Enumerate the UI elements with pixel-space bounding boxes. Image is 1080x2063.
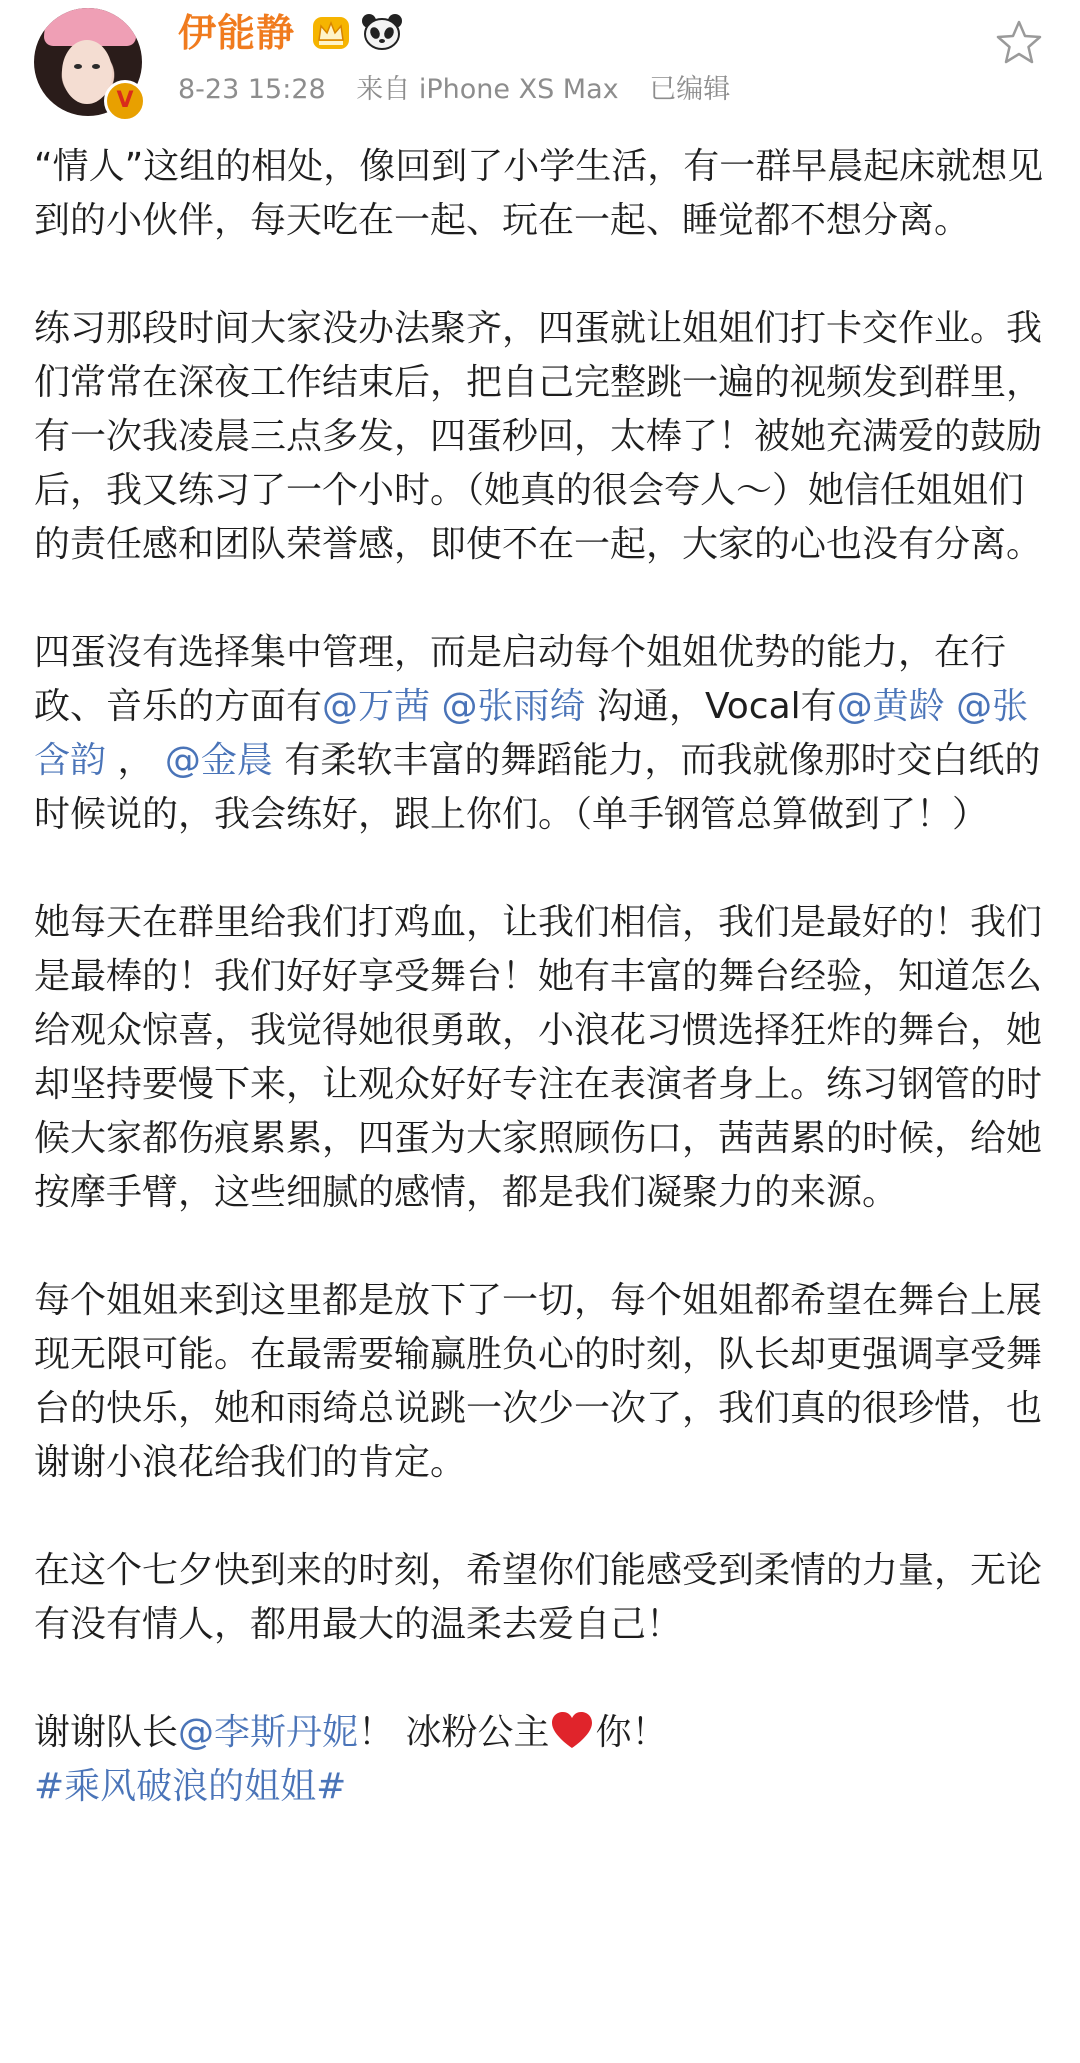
mention-link[interactable]: @张含韵 [34,686,1029,781]
post-paragraph-5: 每个姐姐来到这里都是放下了一切，每个姐姐都希望在舞台上展现无限可能。在最需要输赢胜负心的时刻，队长却更强调享受舞台的快乐，她和雨绮总说跳一次少一次了，我们真的很珍惜，也谢谢小浪花给我们的肯定。 [34,1280,1043,1483]
edited-label[interactable]: 已编辑 [649,74,731,105]
text-segment: 沟通，Vocal有 [585,686,837,727]
avatar-eye-right [92,64,100,69]
crown-icon[interactable] [310,14,352,52]
mention-link[interactable]: @李斯丹妮 [178,1712,359,1753]
mention-link[interactable]: @黄龄 [836,686,945,727]
text-segment [430,686,441,727]
mention-link[interactable]: @张雨绮 [441,686,586,727]
post-source: 来自 iPhone XS Max [356,74,619,105]
text-segment [945,686,956,727]
post-paragraph-2: 练习那段时间大家没办法聚齐，四蛋就让姐姐们打卡交作业。我们常常在深夜工作结束后，把自己完整跳一遍的视频发到群里，有一次我凌晨三点多发，四蛋秒回，太棒了！被她充满爱的鼓励后，我又练习了一个小时。（她真的很会夸人～）她信任姐姐们的责任感和团队荣誉感，即使不在一起，大家的心也没有分离。 [34,308,1043,565]
mention-link[interactable]: @万茜 [322,686,431,727]
post-time: 8-23 15:28 [178,74,326,105]
username[interactable]: 伊能静 [178,11,296,55]
post-paragraph-1: “情人”这组的相处，像回到了小学生活，有一群早晨起床就想见到的小伙伴，每天吃在一起、玩在一起、睡觉都不想分离。 [34,146,1044,241]
post-paragraph-4: 她每天在群里给我们打鸡血，让我们相信，我们是最好的！我们是最棒的！我们好好享受舞台！她有丰富的舞台经验，知道怎么给观众惊喜，我觉得她很勇敢，小浪花习惯选择狂炸的舞台，她却坚持要慢下来，让观众好好专注在表演者身上。练习钢管的时候大家都伤痕累累，四蛋为大家照顾伤口，茜茜累的时候，给她按摩手臂，这些细腻的感情，都是我们凝聚力的来源。 [34,902,1043,1213]
text-segment: 谢谢队长 [34,1712,179,1753]
text-segment: 四蛋沒有选择集中管理，而是启动每个姐姐优势的能力，在行政、音乐的方面有 [34,632,1007,727]
mention-link[interactable]: @金晨 [164,740,273,781]
post-meta [178,70,752,110]
post-header [0,0,1080,125]
hashtag-link[interactable]: #乘风破浪的姐姐# [34,1766,347,1807]
text-segment: ， [106,740,165,781]
post-paragraph-7 [34,1706,1054,1814]
text-segment: 有柔软丰富的舞蹈能力，而我就像那时交白纸的时候说的，我会练好，跟上你们。（单手钢管总算做到了！） [34,740,1041,835]
text-segment: 你！ [595,1712,668,1753]
heart-icon [549,1710,595,1750]
avatar-eye-left [74,64,82,69]
post-body [34,140,1054,1814]
avatar-container[interactable] [34,8,142,116]
post-paragraph-3 [34,626,1054,842]
panda-icon[interactable] [360,12,404,52]
post-paragraph-6: 在这个七夕快到来的时刻，希望你们能感受到柔情的力量，无论有没有情人，都用最大的温柔去爱自己！ [34,1550,1043,1645]
verified-badge-icon: V [104,80,146,122]
star-icon[interactable] [994,18,1044,68]
text-segment: ！ 冰粉公主 [358,1712,550,1753]
